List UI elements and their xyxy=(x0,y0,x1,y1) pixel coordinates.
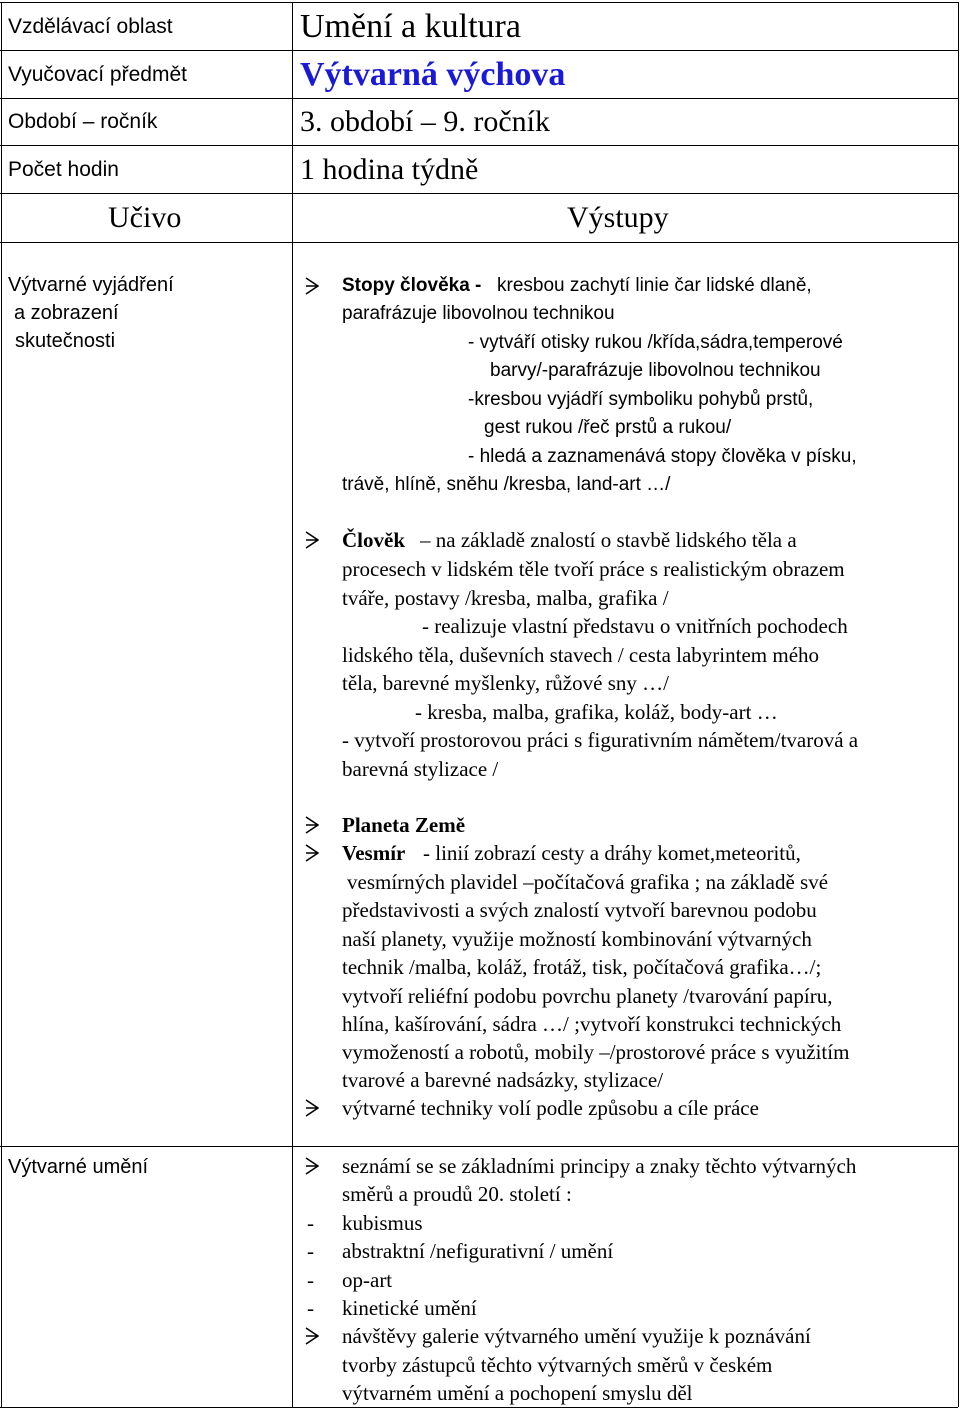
outcome-text: trávě, hlíně, sněhu /kresba, land-art …/ xyxy=(342,474,671,495)
table-border xyxy=(0,2,958,3)
table-border xyxy=(0,50,958,51)
arrow-bullet-icon xyxy=(305,276,319,296)
row-value-hours: 1 hodina týdně xyxy=(300,153,479,186)
dash-bullet: - xyxy=(307,1268,314,1292)
outcome-heading: Stopy člověka - xyxy=(342,275,482,296)
outcome-text: barvy/-parafrázuje libovolnou technikou xyxy=(490,360,821,381)
dash-bullet: - xyxy=(307,1211,314,1235)
row-value-period: 3. období – 9. ročník xyxy=(300,105,550,138)
outcome-text: výtvarném umění a pochopení smyslu děl xyxy=(342,1381,693,1405)
outcome-text: těla, barevné myšlenky, růžové sny …/ xyxy=(342,671,669,695)
outcome-text: gest rukou /řeč prstů a rukou/ xyxy=(484,417,732,438)
row-label-period: Období – ročník xyxy=(8,110,158,133)
outcome-text: návštěvy galerie výtvarného umění využije k poznávání xyxy=(342,1324,811,1348)
outcome-text: -kresbou vyjádří symboliku pohybů prstů, xyxy=(468,389,814,410)
list-item: abstraktní /nefigurativní / umění xyxy=(342,1239,614,1263)
outcome-text: - vytvoří prostorovou práci s figurativním námětem/tvarová a xyxy=(342,728,859,752)
arrow-bullet-icon xyxy=(305,1156,319,1176)
arrow-bullet-icon xyxy=(305,1098,319,1118)
topic-label-line: Výtvarné umění xyxy=(8,1156,149,1178)
outcome-text: tvarové a barevné nadsázky, stylizace/ xyxy=(342,1068,664,1092)
outcome-text: - vytváří otisky rukou /křída,sádra,temperové xyxy=(468,332,843,353)
row-value-area: Umění a kultura xyxy=(300,8,521,45)
arrow-bullet-icon xyxy=(305,815,319,835)
table-border xyxy=(0,145,958,146)
column-header-curriculum: Učivo xyxy=(108,201,182,234)
outcome-text: - kresba, malba, grafika, koláž, body-art … xyxy=(415,700,778,724)
column-header-outcomes: Výstupy xyxy=(567,201,669,234)
outcome-text: tváře, postavy /kresba, malba, grafika / xyxy=(342,586,669,610)
list-item: op-art xyxy=(342,1268,393,1292)
outcome-text: vymožeností a robotů, mobily –/prostorové práce s využitím xyxy=(342,1040,850,1064)
outcome-text: parafrázuje libovolnou technikou xyxy=(342,303,615,324)
outcome-text: - realizuje vlastní představu o vnitřních pochodech xyxy=(422,614,848,638)
topic-label-line: a zobrazení xyxy=(14,302,119,324)
outcome-heading: Člověk xyxy=(342,528,405,552)
outcome-text: výtvarné techniky volí podle způsobu a cíle práce xyxy=(342,1096,759,1120)
outcome-text: technik /malba, koláž, frotáž, tisk, počítačová grafika…/; xyxy=(342,955,822,979)
outcome-text: kresbou zachytí linie čar lidské dlaně, xyxy=(497,275,812,296)
outcome-text: – na základě znalostí o stavbě lidského těla a xyxy=(420,528,797,552)
row-label-hours: Počet hodin xyxy=(8,158,119,181)
dash-bullet: - xyxy=(307,1296,314,1320)
outcome-heading: Planeta Země xyxy=(342,813,466,837)
outcome-text: barevná stylizace / xyxy=(342,757,499,781)
outcome-text: představivosti a svých znalostí vytvoří barevnou podobu xyxy=(342,898,817,922)
row-label-area: Vzdělávací oblast xyxy=(8,15,173,38)
outcome-text: tvorby zástupců těchto výtvarných směrů v českém xyxy=(342,1353,773,1377)
arrow-bullet-icon xyxy=(305,1326,319,1346)
table-border xyxy=(0,1146,958,1147)
table-border xyxy=(0,193,958,194)
table-border xyxy=(0,242,958,243)
row-value-subject: Výtvarná výchova xyxy=(300,56,566,93)
table-border xyxy=(1,2,2,1407)
list-item: kubismus xyxy=(342,1211,423,1235)
topic-label-line: skutečnosti xyxy=(15,330,116,352)
outcome-text: směrů a proudů 20. století : xyxy=(342,1182,572,1206)
outcome-text: lidského těla, duševních stavech / cesta labyrintem mého xyxy=(342,643,820,667)
table-border xyxy=(0,98,958,99)
topic-label-line: Výtvarné vyjádření xyxy=(8,274,174,296)
dash-bullet: - xyxy=(307,1239,314,1263)
arrow-bullet-icon xyxy=(305,843,319,863)
outcome-text: seznámí se se základními principy a znaky těchto výtvarných xyxy=(342,1154,857,1178)
outcome-text: - linií zobrazí cesty a dráhy komet,meteoritů, xyxy=(423,841,801,865)
outcome-heading: Vesmír xyxy=(342,841,406,865)
row-label-subject: Vyučovací předmět xyxy=(8,63,187,86)
outcome-text: naší planety, využije možností kombinování výtvarných xyxy=(342,927,812,951)
list-item: kinetické umění xyxy=(342,1296,477,1320)
table-border xyxy=(0,1407,958,1408)
outcome-text: hlína, kašírování, sádra …/ ;vytvoří konstrukci technických xyxy=(342,1012,842,1036)
outcome-text: vytvoří reliéfní podobu povrchu planety /tvarování papíru, xyxy=(342,984,833,1008)
arrow-bullet-icon xyxy=(305,530,319,550)
outcome-text: - hledá a zaznamenává stopy člověka v písku, xyxy=(468,446,857,467)
outcome-text: vesmírných plavidel –počítačová grafika ; na základě své xyxy=(347,870,829,894)
table-border xyxy=(958,2,959,1407)
table-border xyxy=(292,2,293,1407)
outcome-text: procesech v lidském těle tvoří práce s realistickým obrazem xyxy=(342,557,845,581)
